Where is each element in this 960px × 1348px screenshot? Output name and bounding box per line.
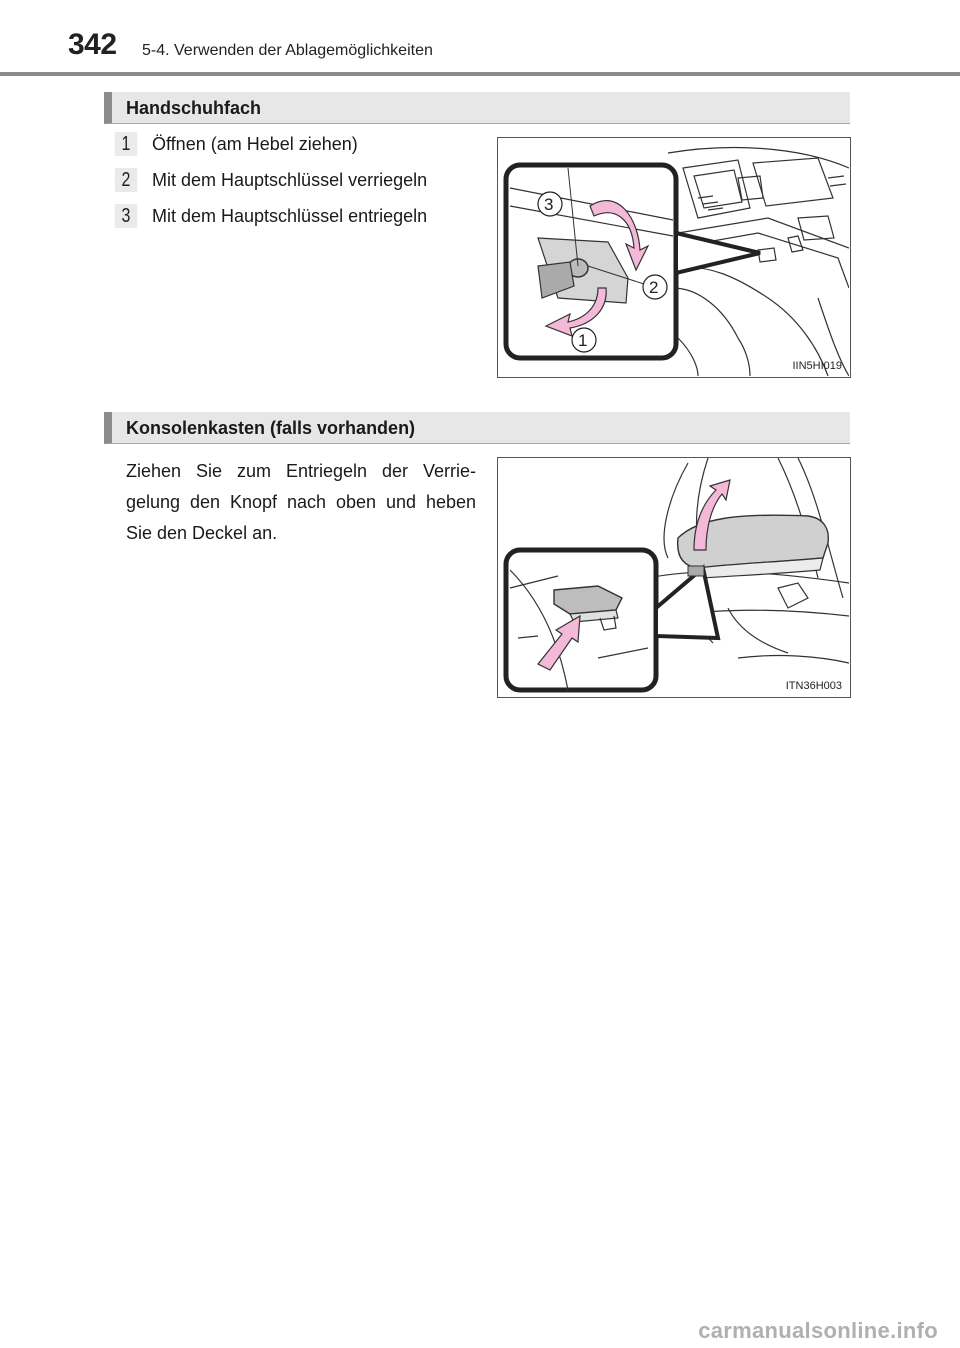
section-heading-glovebox <box>104 92 850 124</box>
figure-glovebox <box>497 137 851 378</box>
step-text: Mit dem Hauptschlüssel verriegeln <box>152 169 428 190</box>
header-rule <box>0 72 960 76</box>
step-text: Öffnen (am Hebel ziehen) <box>152 133 358 154</box>
console-box-illustration <box>498 458 849 696</box>
callout-3: 3 <box>544 195 554 214</box>
step-number: 1 <box>115 132 137 156</box>
figure-console-box <box>497 457 851 698</box>
glovebox-illustration <box>498 138 849 376</box>
step-3 <box>112 203 427 229</box>
section-title: Handschuhfach <box>126 98 262 118</box>
step-2 <box>112 167 427 193</box>
figure-code: ITN36H003 <box>785 680 842 692</box>
chapter-title: 5-4. Verwenden der Ablagemöglichkeiten <box>142 42 433 59</box>
callout-2: 2 <box>649 278 659 297</box>
callout-1: 1 <box>578 331 588 350</box>
step-number: 3 <box>115 204 137 228</box>
section-title: Konsolenkasten (falls vorhanden) <box>126 418 416 438</box>
watermark: carmanualsonline.info <box>698 1318 938 1343</box>
step-1 <box>112 131 358 157</box>
figure-code: IIN5HI019 <box>792 360 842 372</box>
step-number: 2 <box>115 168 137 192</box>
section-heading-console-box <box>104 412 850 444</box>
instruction-paragraph: Ziehen Sie zum Entriegeln der Verrie-gelung den Knopf nach oben und heben Sie den Deckel an. <box>126 461 476 543</box>
page-number: 342 <box>68 28 117 61</box>
step-text: Mit dem Hauptschlüssel entriegeln <box>152 205 428 226</box>
